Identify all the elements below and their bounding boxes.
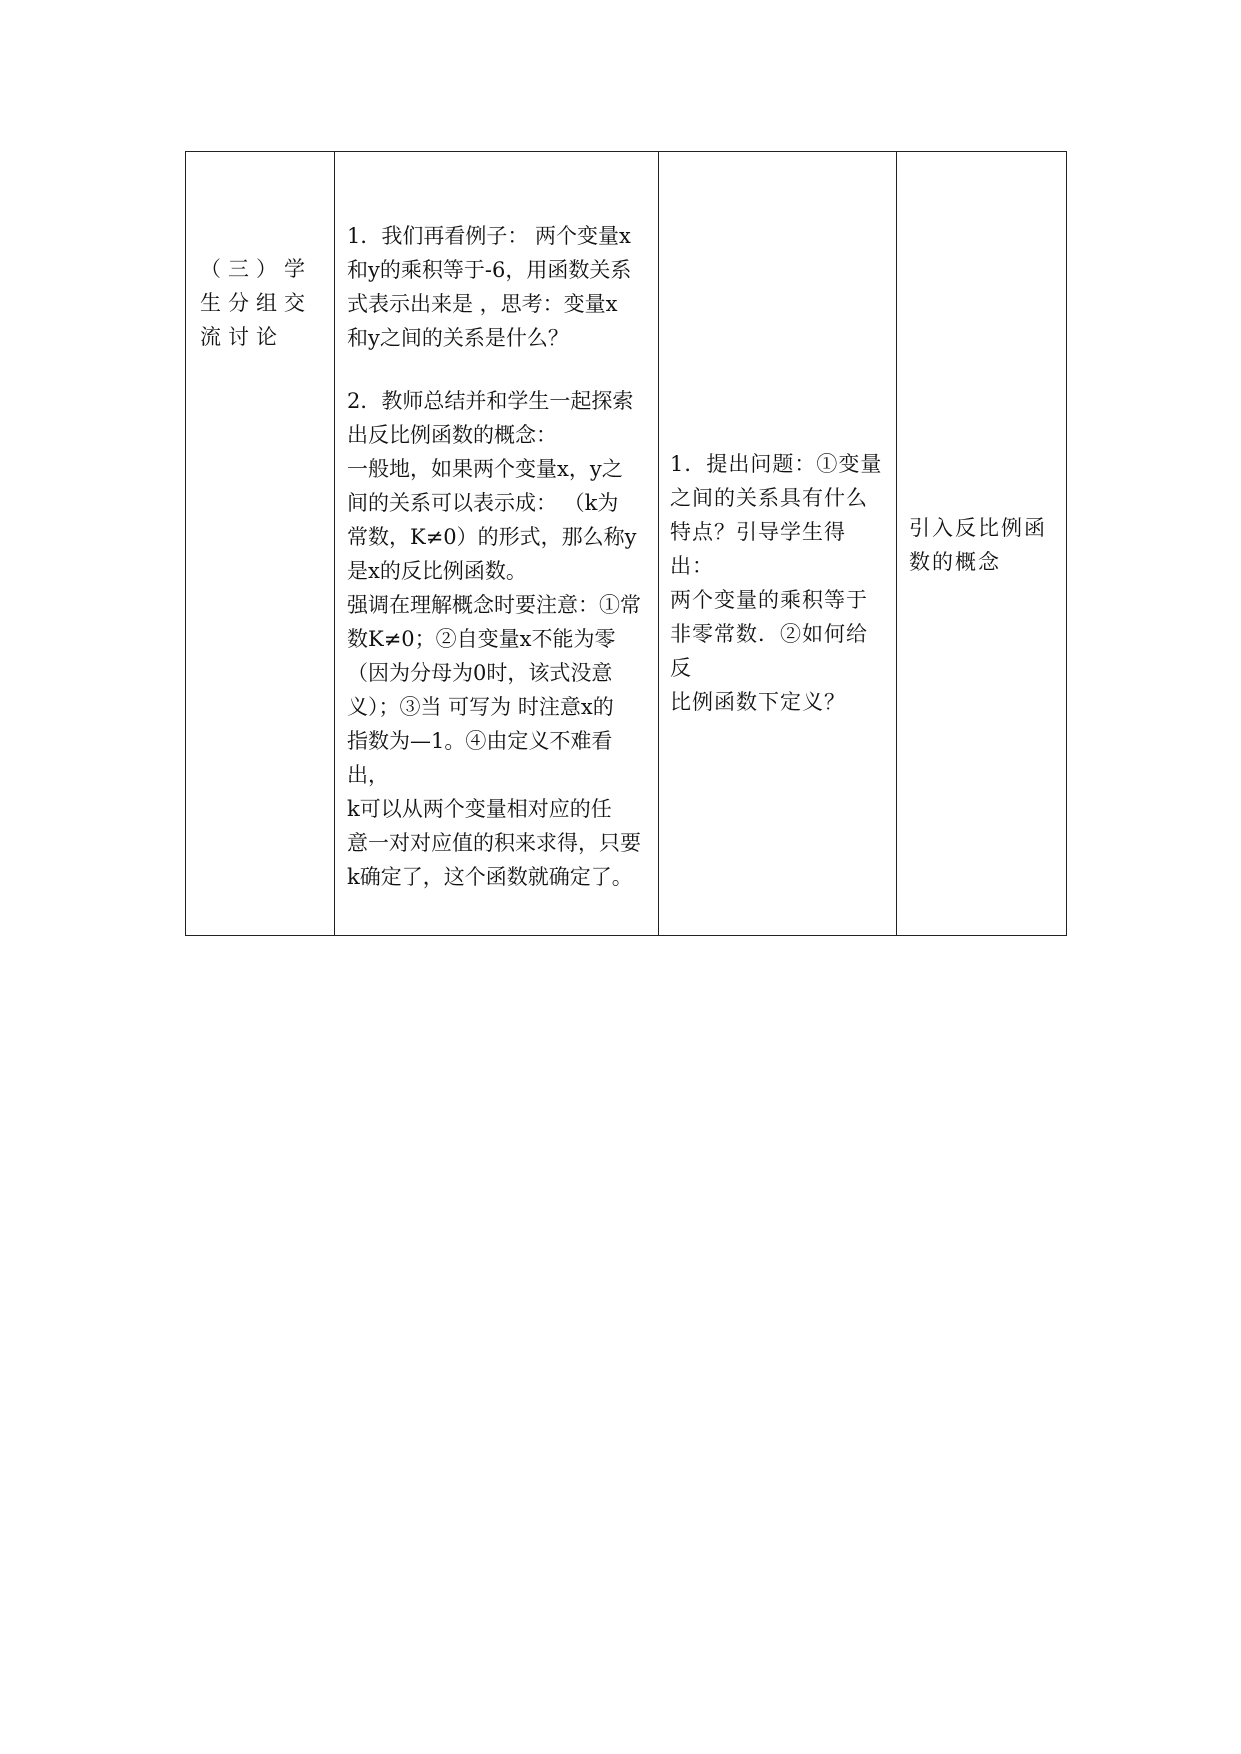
lesson-plan-table	[185, 151, 1067, 936]
stage-text: （三）学生分组交流讨论	[200, 257, 312, 349]
teacher-activity-part2: 2．教师总结并和学生一起探索 出反比例函数的概念： 一般地，如果两个变量x，y之 间的关系可以表示成： （k为 常数，K≠0）的形式，那么称y 是x的反比例函数。 强调在理解概念时要注意：①常 数K≠0；②自变量x不能为零 （因为分母为0时，该式没意 义）；③当 可写为 时注意x的 指数为—1。④由定义不难看出， k可以从两个变量相对应的任 意一对对应值的积来求得，只要 k确定了，这个函数就确定了。	[347, 389, 641, 889]
table-row	[186, 152, 1067, 936]
design-intent-text: 引入反比例函 数的概念	[909, 516, 1047, 574]
teacher-activity-part1: 1．我们再看例子： 两个变量x 和y的乘积等于-6，用函数关系 式表示出来是 ，思考：变量x 和y之间的关系是什么？	[347, 224, 632, 350]
student-activity-text: 1．提出问题：①变量 之间的关系具有什么 特点？引导学生得出： 两个变量的乘积等于 非零常数．②如何给反 比例函数下定义？	[670, 452, 883, 714]
design-intent-cell	[897, 152, 1067, 936]
teacher-activity-cell	[335, 152, 659, 936]
student-activity-cell	[659, 152, 897, 936]
stage-cell	[186, 152, 335, 936]
